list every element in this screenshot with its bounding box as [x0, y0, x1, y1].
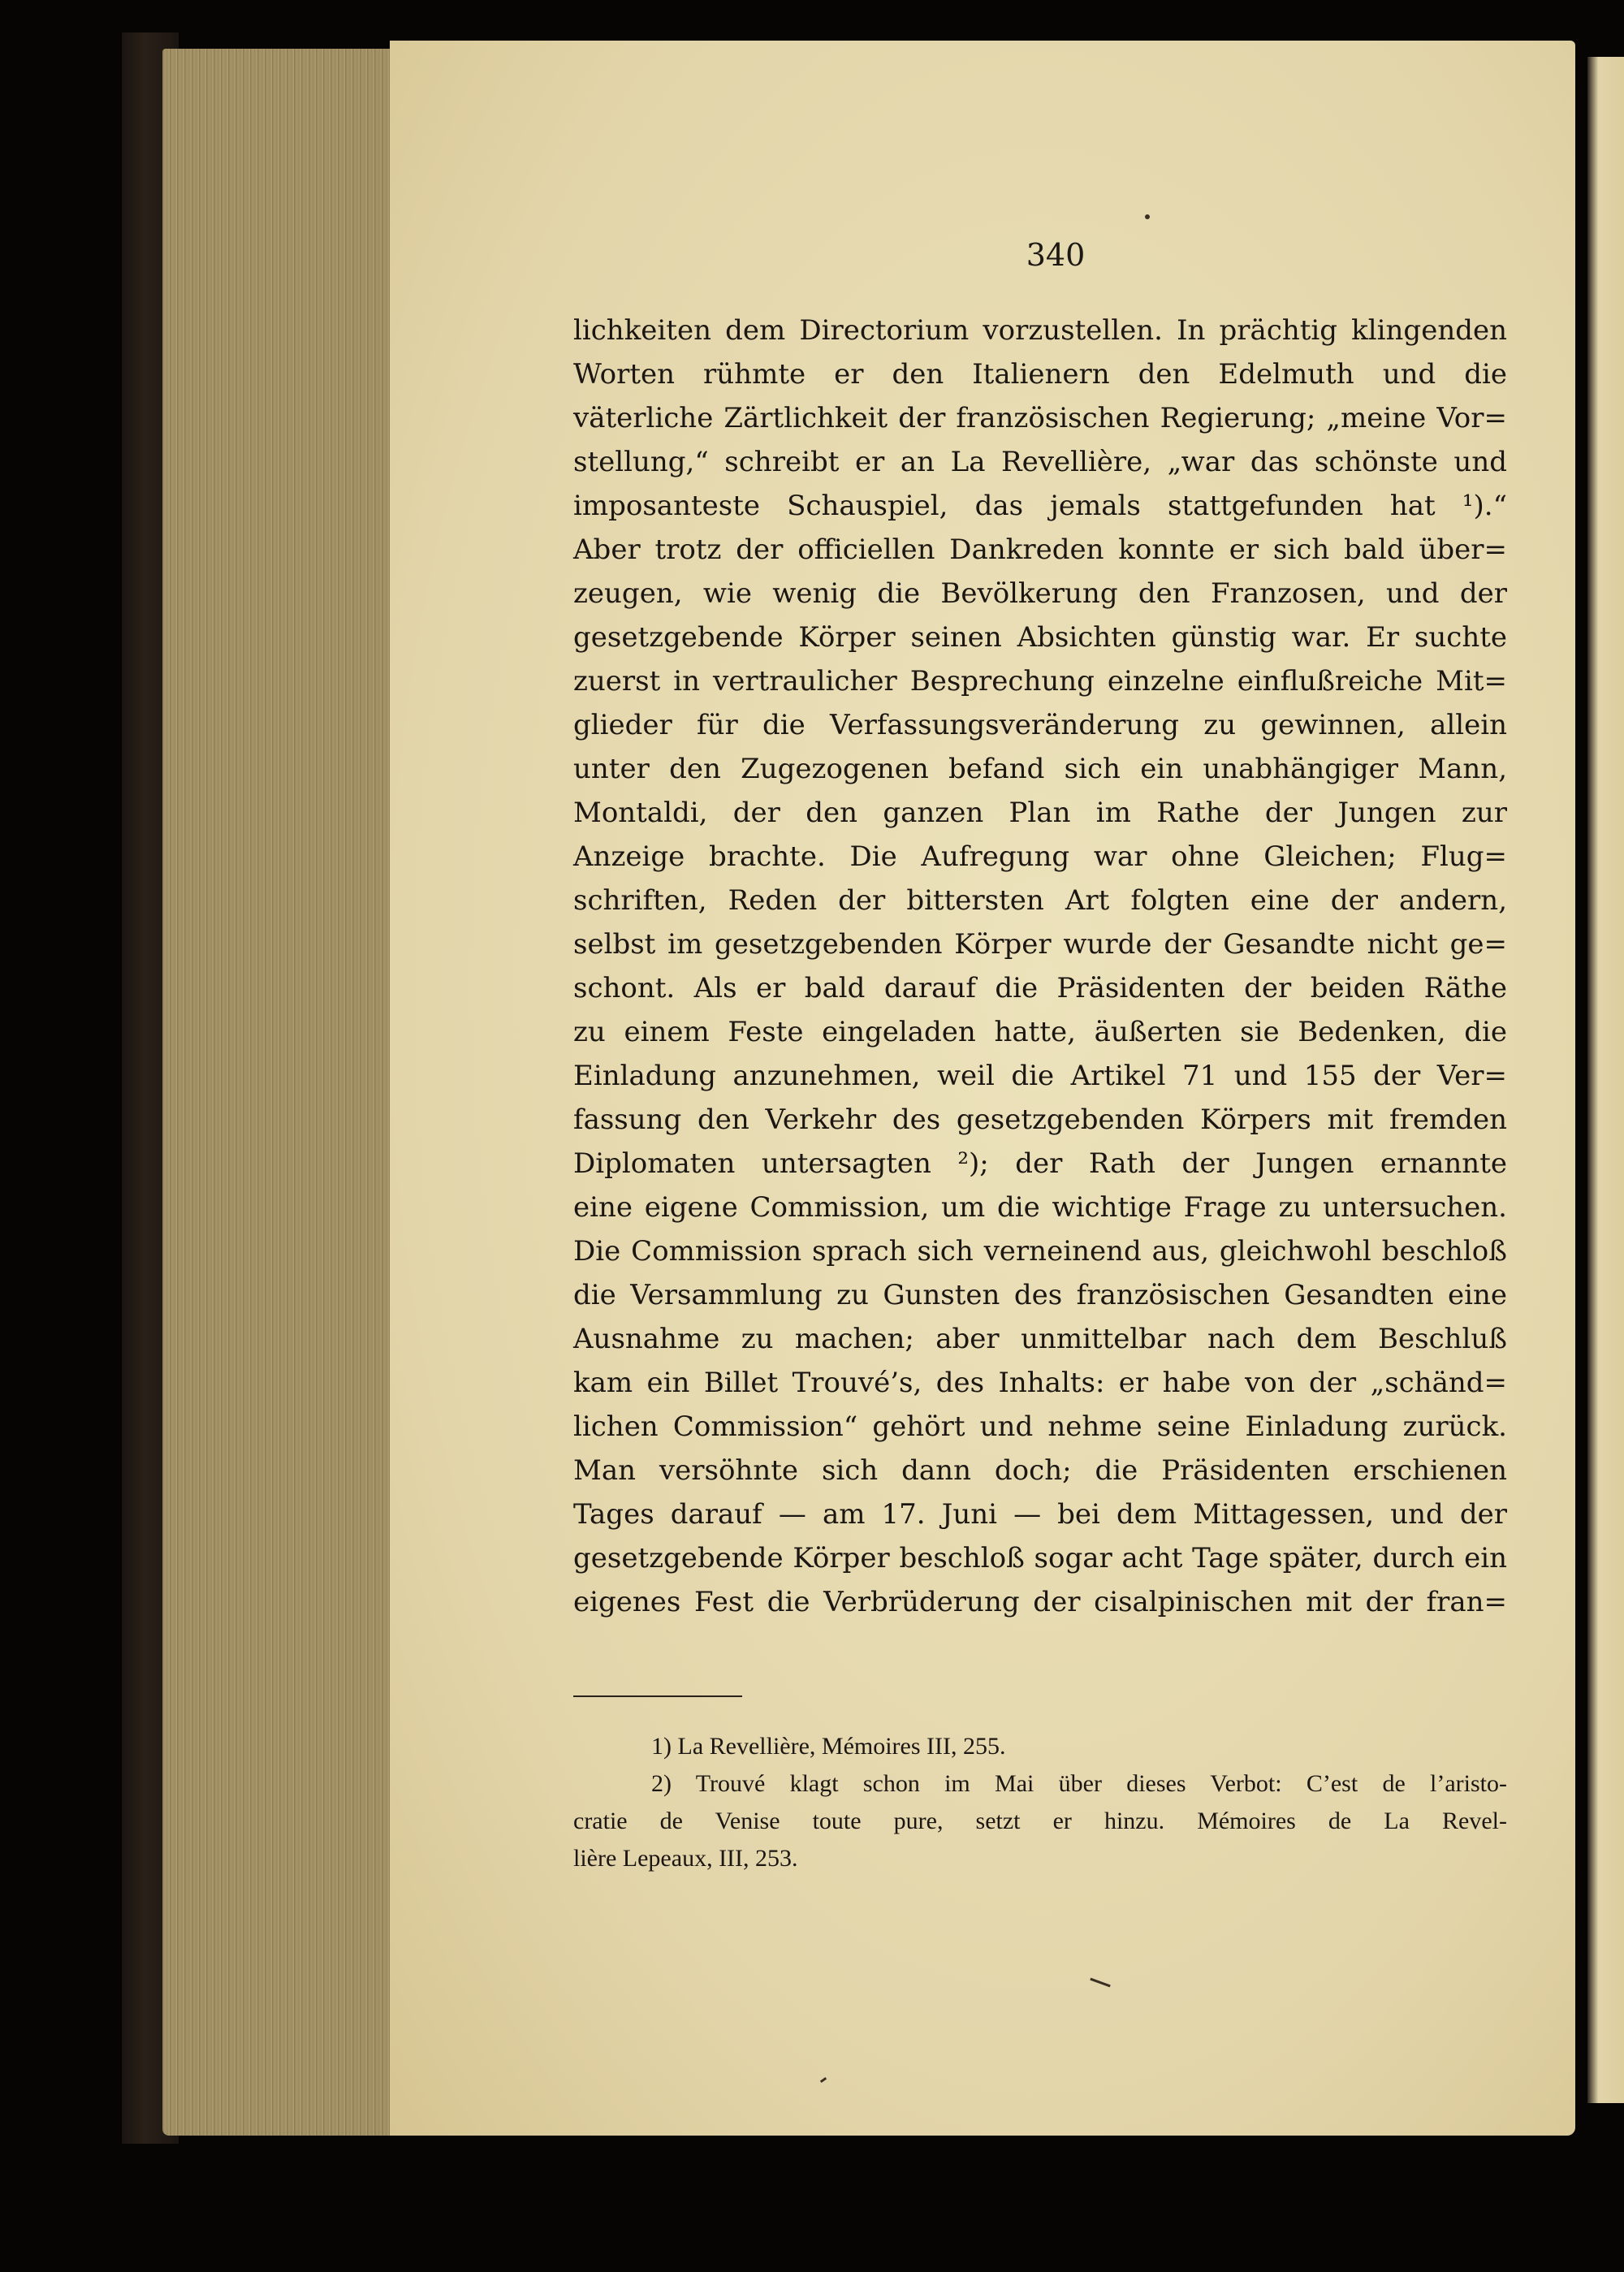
text-line: imposanteste Schauspiel, das jemals stattgefunden hat ¹).“ [573, 490, 1507, 522]
text-line: fassung den Verkehr des gesetzgebenden Körpers mit fremden [573, 1104, 1507, 1136]
text-line: zu einem Feste eingeladen hatte, äußerten sie Bedenken, die [573, 1016, 1507, 1048]
text-line: eigenes Fest die Verbrüderung der cisalpinischen mit der fran= [573, 1586, 1507, 1618]
text-line: Ausnahme zu machen; aber unmittelbar nach dem Beschluß [573, 1323, 1507, 1355]
text-line: schont. Als er bald darauf die Präsidenten der beiden Räthe [573, 972, 1507, 1004]
text-line: väterliche Zärtlichkeit der französischen Regierung; „meine Vor= [573, 402, 1507, 434]
text-line: die Versammlung zu Gunsten des französischen Gesandten eine [573, 1279, 1507, 1311]
text-line: lichen Commission“ gehört und nehme seine Einladung zurück. [573, 1410, 1507, 1443]
text-line: Einladung anzunehmen, weil die Artikel 71 und 155 der Ver= [573, 1060, 1507, 1092]
page-number: 340 [1026, 237, 1086, 273]
footnote-rule [573, 1695, 742, 1697]
text-line: glieder für die Verfassungsveränderung zu gewinnen, allein [573, 709, 1507, 741]
text-line: Die Commission sprach sich verneinend aus, gleichwohl beschloß [573, 1235, 1507, 1268]
text-line: unter den Zugezogenen befand sich ein unabhängiger Mann, [573, 753, 1507, 785]
page-stack-edges [162, 49, 398, 2136]
footnote-2-cont: cratie de Venise toute pure, setzt er hinzu. Mémoires de La Revel- [573, 1808, 1507, 1834]
text-line: zuerst in vertraulicher Besprechung einzelne einflußreiche Mit= [573, 665, 1507, 698]
text-line: Anzeige brachte. Die Aufregung war ohne Gleichen; Flug= [573, 840, 1507, 873]
text-line: selbst im gesetzgebenden Körper wurde der Gesandte nicht ge= [573, 928, 1507, 961]
next-page-edge [1587, 57, 1624, 2103]
text-line: gesetzgebende Körper beschloß sogar acht Tage später, durch ein [573, 1542, 1507, 1574]
footnote-2-end: lière Lepeaux, III, 253. [573, 1845, 798, 1872]
footnote-2: 2) Trouvé klagt schon im Mai über dieses Verbot: C’est de l’aristo- [651, 1770, 1507, 1797]
text-line: stellung,“ schreibt er an La Revellière, „war das schönste und [573, 446, 1507, 478]
text-line: Aber trotz der officiellen Dankreden konnte er sich bald über= [573, 533, 1507, 566]
page-speck [1145, 214, 1150, 219]
text-line: zeugen, wie wenig die Bevölkerung den Franzosen, und der [573, 577, 1507, 610]
text-line: Man versöhnte sich dann doch; die Präsidenten erschienen [573, 1454, 1507, 1487]
text-line: schriften, Reden der bittersten Art folgten eine der andern, [573, 884, 1507, 917]
text-line: kam ein Billet Trouvé’s, des Inhalts: er habe von der „schänd= [573, 1367, 1507, 1399]
text-line: Tages darauf — am 17. Juni — bei dem Mittagessen, und der [573, 1498, 1507, 1531]
text-line: eine eigene Commission, um die wichtige Frage zu untersuchen. [573, 1191, 1507, 1224]
body-text [573, 309, 1507, 1624]
text-line: lichkeiten dem Directorium vorzustellen. In prächtig klingenden [573, 314, 1507, 347]
text-line: gesetzgebende Körper seinen Absichten günstig war. Er suchte [573, 621, 1507, 654]
footnote-1: 1) La Revellière, Mémoires III, 255. [651, 1733, 1006, 1760]
text-line: Montaldi, der den ganzen Plan im Rathe der Jungen zur [573, 797, 1507, 829]
text-line: Worten rühmte er den Italienern den Edelmuth und die [573, 358, 1507, 391]
text-line: Diplomaten untersagten ²); der Rath der Jungen ernannte [573, 1147, 1507, 1180]
footnotes [573, 1728, 1507, 1877]
